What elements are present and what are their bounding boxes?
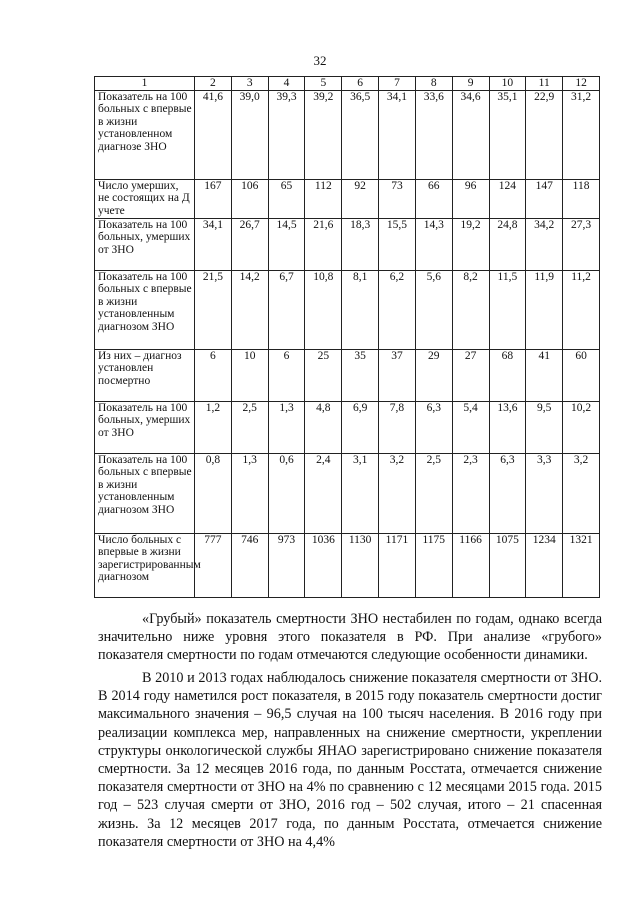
table-cell: 118 <box>563 179 600 218</box>
table-row <box>95 90 600 179</box>
table-cell: 14,3 <box>415 218 452 270</box>
row-label: Показатель на 100 больных с впервые в жизни установленном диагнозе ЗНО <box>95 90 195 179</box>
table-cell: 9,5 <box>526 401 563 453</box>
table-cell: 21,5 <box>195 270 232 349</box>
paragraph: «Грубый» показатель смертности ЗНО нестабилен по годам, однако всегда значительно ниже уровня этого показателя в РФ. При анализе «грубого» показателя смертности по годам отмечаются следующие особенности динамики. <box>98 611 602 664</box>
col-header: 6 <box>342 77 379 91</box>
table-cell: 24,8 <box>489 218 526 270</box>
table-cell: 36,5 <box>342 90 379 179</box>
table-cell: 1166 <box>452 533 489 597</box>
table-cell: 124 <box>489 179 526 218</box>
table-cell: 1130 <box>342 533 379 597</box>
table-cell: 14,2 <box>231 270 268 349</box>
table-cell: 15,5 <box>379 218 416 270</box>
table-cell: 1234 <box>526 533 563 597</box>
row-label: Число умерших, не состоящих на Д учете <box>95 179 195 218</box>
row-label: Из них – диагноз установлен посмертно <box>95 349 195 401</box>
table-cell: 8,1 <box>342 270 379 349</box>
table-row <box>95 349 600 401</box>
table-cell: 147 <box>526 179 563 218</box>
table-cell: 22,9 <box>526 90 563 179</box>
body-text-section <box>98 669 602 851</box>
table-cell: 1175 <box>415 533 452 597</box>
table-cell: 11,9 <box>526 270 563 349</box>
table-cell: 8,2 <box>452 270 489 349</box>
row-label: Показатель на 100 больных, умерших от ЗНО <box>95 218 195 270</box>
table-cell: 34,1 <box>379 90 416 179</box>
table-cell: 19,2 <box>452 218 489 270</box>
col-header: 3 <box>231 77 268 91</box>
table-cell: 6 <box>268 349 305 401</box>
table-cell: 73 <box>379 179 416 218</box>
table-cell: 13,6 <box>489 401 526 453</box>
table-cell: 14,5 <box>268 218 305 270</box>
table-cell: 11,2 <box>563 270 600 349</box>
table-cell: 41,6 <box>195 90 232 179</box>
table-cell: 96 <box>452 179 489 218</box>
table-cell: 92 <box>342 179 379 218</box>
table-cell: 1171 <box>379 533 416 597</box>
table-cell: 106 <box>231 179 268 218</box>
col-header: 9 <box>452 77 489 91</box>
table-cell: 35 <box>342 349 379 401</box>
table-cell: 10,2 <box>563 401 600 453</box>
paragraph: В 2010 и 2013 годах наблюдалось снижение показателя смертности от ЗНО. В 2014 году наметился рост показателя, в 2015 году показатель смертности достиг максимального значения – 96,5 случая на 100 тысяч населения. В 2016 году при реализации комплекса мер, направленных на снижение смертности, укреплении структуры онкологической службы ЯНАО зарегистрировано снижение показателя смертности. За 12 месяцев 2016 года, по данным Росстата, отмечается снижение показателя смертности от ЗНО на 4% по сравнению с 12 месяцами 2015 года. 2015 год – 523 случая смерти от ЗНО, 2016 год – 502 случая, итого – 21 спасенная жизнь. За 12 месяцев 2017 года, по данным Росстата, отмечается снижение показателя смертности от ЗНО на 4,4% <box>98 670 602 850</box>
table-cell: 39,0 <box>231 90 268 179</box>
table-cell: 26,7 <box>231 218 268 270</box>
table-cell: 6,9 <box>342 401 379 453</box>
table-cell: 66 <box>415 179 452 218</box>
col-header: 12 <box>563 77 600 91</box>
row-label: Число больных с впервые в жизни зарегистрированным диагнозом <box>95 533 195 597</box>
table-cell: 35,1 <box>489 90 526 179</box>
table-cell: 4,8 <box>305 401 342 453</box>
table-cell: 0,8 <box>195 453 232 533</box>
col-header: 2 <box>195 77 232 91</box>
table-cell: 10,8 <box>305 270 342 349</box>
table-cell: 6,2 <box>379 270 416 349</box>
table-cell: 1321 <box>563 533 600 597</box>
table-cell: 2,4 <box>305 453 342 533</box>
table-cell: 27 <box>452 349 489 401</box>
table-cell: 6,7 <box>268 270 305 349</box>
table-cell: 2,5 <box>415 453 452 533</box>
table-cell: 3,2 <box>379 453 416 533</box>
col-header: 4 <box>268 77 305 91</box>
table-cell: 7,8 <box>379 401 416 453</box>
table-cell: 6,3 <box>415 401 452 453</box>
table-cell: 25 <box>305 349 342 401</box>
table-cell: 2,3 <box>452 453 489 533</box>
table-cell: 1,3 <box>268 401 305 453</box>
table-cell: 34,6 <box>452 90 489 179</box>
table-cell: 3,2 <box>563 453 600 533</box>
table-cell: 167 <box>195 179 232 218</box>
table-cell: 1036 <box>305 533 342 597</box>
col-header: 11 <box>526 77 563 91</box>
col-header: 5 <box>305 77 342 91</box>
table-cell: 1,3 <box>231 453 268 533</box>
table-cell: 3,1 <box>342 453 379 533</box>
row-label: Показатель на 100 больных с впервые в жизни установленным диагнозом ЗНО <box>95 270 195 349</box>
table-cell: 973 <box>268 533 305 597</box>
col-header: 10 <box>489 77 526 91</box>
table-cell: 746 <box>231 533 268 597</box>
table-row <box>95 533 600 597</box>
table-cell: 1075 <box>489 533 526 597</box>
table-cell: 41 <box>526 349 563 401</box>
table-cell: 18,3 <box>342 218 379 270</box>
table-cell: 0,6 <box>268 453 305 533</box>
table-row <box>95 270 600 349</box>
table-cell: 777 <box>195 533 232 597</box>
table-cell: 5,6 <box>415 270 452 349</box>
table-cell: 34,2 <box>526 218 563 270</box>
page-number: 32 <box>313 53 327 68</box>
table-cell: 11,5 <box>489 270 526 349</box>
table-cell: 29 <box>415 349 452 401</box>
table-cell: 112 <box>305 179 342 218</box>
table-cell: 21,6 <box>305 218 342 270</box>
table-row <box>95 453 600 533</box>
table-cell: 3,3 <box>526 453 563 533</box>
table-cell: 65 <box>268 179 305 218</box>
table-cell: 2,5 <box>231 401 268 453</box>
table-cell: 60 <box>563 349 600 401</box>
table-cell: 39,3 <box>268 90 305 179</box>
col-header: 8 <box>415 77 452 91</box>
row-label: Показатель на 100 больных, умерших от ЗНО <box>95 401 195 453</box>
table-cell: 6,3 <box>489 453 526 533</box>
table-cell: 34,1 <box>195 218 232 270</box>
body-text-section <box>98 610 602 665</box>
table-cell: 37 <box>379 349 416 401</box>
col-header: 7 <box>379 77 416 91</box>
table-cell: 33,6 <box>415 90 452 179</box>
table-header-row <box>95 77 600 91</box>
table-cell: 31,2 <box>563 90 600 179</box>
table-cell: 10 <box>231 349 268 401</box>
table-cell: 1,2 <box>195 401 232 453</box>
table-cell: 5,4 <box>452 401 489 453</box>
table-row <box>95 179 600 218</box>
table-row <box>95 401 600 453</box>
table-cell: 39,2 <box>305 90 342 179</box>
table-cell: 6 <box>195 349 232 401</box>
col-header: 1 <box>95 77 195 91</box>
table-row <box>95 218 600 270</box>
table-cell: 68 <box>489 349 526 401</box>
table-cell: 27,3 <box>563 218 600 270</box>
row-label: Показатель на 100 больных с впервые в жизни установленным диагнозом ЗНО <box>95 453 195 533</box>
statistics-table <box>94 76 600 598</box>
